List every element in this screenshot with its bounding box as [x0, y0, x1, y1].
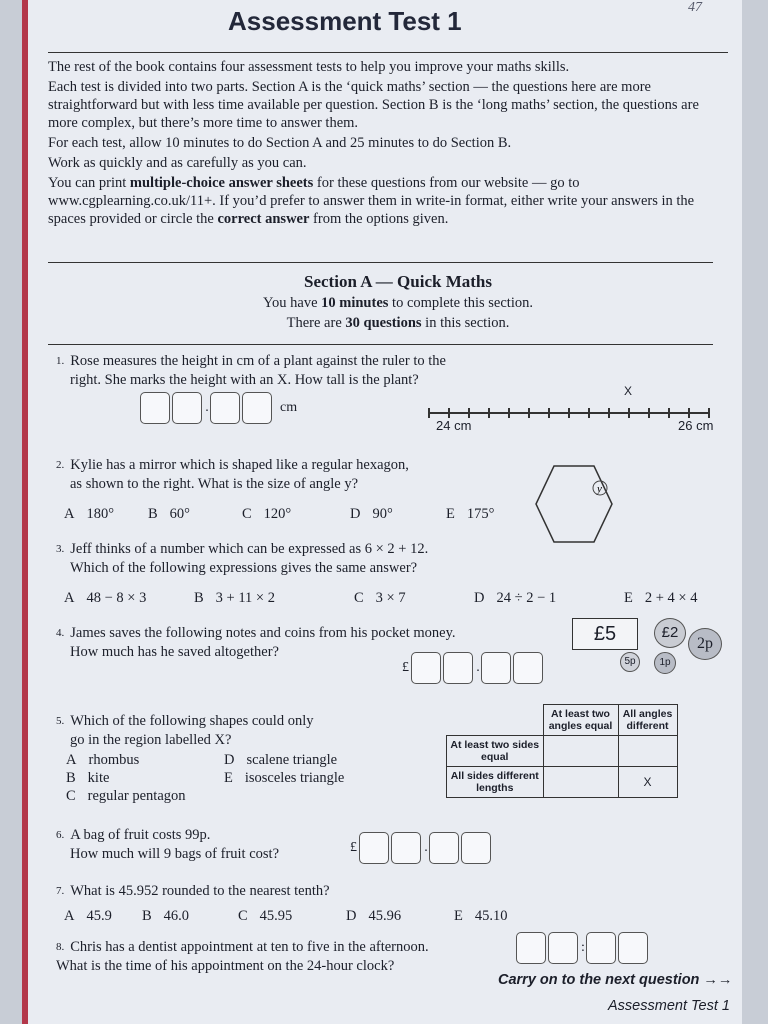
answer-box[interactable] [391, 832, 421, 864]
question-line: James saves the following notes and coins from his pocket money. [70, 625, 456, 641]
intro-text-part: for these questions from our website — go to www.cgplearning.co.uk/11+. If you’d prefer to answer them in write-in format, either write your answers in the spaces provided or circle the [48, 175, 695, 227]
option-value: 180° [86, 506, 115, 522]
option-a[interactable] [64, 908, 112, 925]
answer-box[interactable] [411, 652, 441, 684]
option-letter: C [66, 788, 76, 804]
section-time [188, 295, 608, 312]
question-line: Which of the following shapes could only [70, 713, 314, 729]
question-number: 2. [56, 459, 65, 471]
question-text [56, 352, 446, 371]
section-text: to complete this section. [388, 295, 533, 311]
option-letter: E [624, 590, 633, 606]
answer-box[interactable] [140, 392, 170, 424]
workbook-page [22, 0, 742, 1024]
ruler-tick [568, 408, 570, 418]
option-letter: A [64, 908, 75, 924]
answer-box[interactable] [516, 932, 546, 964]
question-6 [56, 826, 279, 864]
answer-box[interactable] [172, 392, 202, 424]
ruler-tick [588, 408, 590, 418]
section-count [188, 315, 608, 332]
answer-box[interactable] [429, 832, 459, 864]
question-number: 4. [56, 627, 65, 639]
option-e[interactable] [454, 908, 507, 925]
question-text [56, 731, 313, 750]
ruler-tick [708, 408, 710, 418]
ruler-label: 24 cm [436, 418, 472, 433]
decimal-point: . [205, 400, 209, 415]
intro-paragraph: The rest of the book contains four assessment tests to help you improve your maths skills. [48, 59, 570, 75]
option-value: kite [87, 770, 110, 786]
option-letter: A [66, 752, 77, 768]
question-text [56, 559, 428, 578]
answer-box[interactable] [618, 932, 648, 964]
option-value: 120° [263, 506, 292, 522]
option-letter: E [446, 506, 455, 522]
question-number: 6. [56, 829, 65, 841]
question-number: 8. [56, 941, 65, 953]
option-value: 24 ÷ 2 − 1 [496, 590, 557, 606]
intro-text-part: from the options given. [309, 211, 449, 227]
page-footer: Assessment Test 1 [608, 998, 730, 1014]
option-value: rhombus [88, 752, 140, 768]
option-value: isosceles triangle [244, 770, 345, 786]
table-cell [543, 736, 618, 767]
option-value: 45.9 [86, 908, 112, 924]
divider [48, 52, 728, 53]
hexagon-diagram [534, 462, 614, 546]
ruler-tick [668, 408, 670, 418]
option-c[interactable] [238, 908, 292, 925]
question-line: Jeff thinks of a number which can be expressed as 6 × 2 + 12. [70, 541, 429, 557]
question-line: Which of the following expressions gives the same answer? [70, 560, 418, 576]
question-text [56, 826, 279, 845]
decimal-point: . [424, 840, 428, 855]
intro-paragraph [48, 174, 708, 228]
intro-bold-part: multiple-choice answer sheets [129, 175, 314, 191]
option-letter: D [224, 752, 235, 768]
option-letter: C [354, 590, 364, 606]
answer-box[interactable] [481, 652, 511, 684]
question-text [56, 712, 313, 731]
question-line: What is 45.952 rounded to the nearest tenth? [70, 883, 330, 899]
page-number: 47 [688, 0, 702, 15]
ruler-tick [508, 408, 510, 418]
question-line: go in the region labelled X? [70, 732, 232, 748]
question-line: What is the time of his appointment on the 24-hour clock? [56, 958, 395, 974]
question-text [56, 624, 456, 643]
unit-label: cm [280, 400, 298, 415]
section-text: There are [286, 315, 346, 331]
angle-label: y [597, 483, 602, 495]
question-number: 5. [56, 715, 65, 727]
ruler-mark-x: X [624, 384, 633, 398]
option-value: 46.0 [163, 908, 190, 924]
option-e[interactable] [446, 506, 494, 523]
table-cell [543, 767, 618, 798]
q4-answer-boxes[interactable] [402, 652, 545, 684]
answer-box[interactable] [586, 932, 616, 964]
intro-paragraph: Each test is divided into two parts. Section A is the ‘quick maths’ section — the questions here are more straightforward but with less time available per question. Section B is the ‘long maths’ section, the questions are more complex, but there’s more time to answer them. [48, 79, 699, 131]
question-line: Chris has a dentist appointment at ten to five in the afternoon. [70, 939, 429, 955]
question-3 [56, 540, 428, 578]
option-letter: D [474, 590, 485, 606]
option-a[interactable] [66, 752, 139, 769]
option-e[interactable] [224, 770, 344, 787]
section-text: in this section. [421, 315, 510, 331]
option-b[interactable] [148, 506, 190, 523]
ruler-tick [488, 408, 490, 418]
option-c[interactable] [242, 506, 291, 523]
question-text [56, 957, 429, 976]
decimal-point: . [476, 660, 480, 675]
question-2 [56, 456, 409, 494]
option-value: regular pentagon [87, 788, 186, 804]
ruler-label: 26 cm [678, 418, 714, 433]
option-a[interactable] [64, 506, 114, 523]
option-letter: B [148, 506, 158, 522]
option-value: 3 × 7 [375, 590, 406, 606]
ruler-tick [688, 408, 690, 418]
ruler-tick [628, 408, 630, 418]
question-text [56, 456, 409, 475]
option-letter: E [224, 770, 233, 786]
option-d[interactable] [350, 506, 393, 523]
question-8 [56, 938, 429, 976]
option-d[interactable] [224, 752, 337, 769]
question-1 [56, 352, 446, 390]
option-b[interactable] [142, 908, 189, 925]
question-line: How much has he saved altogether? [70, 644, 279, 660]
column-header: At least two angles equal [543, 705, 618, 736]
option-letter: A [64, 506, 75, 522]
option-letter: B [66, 770, 76, 786]
section-title: Section A — Quick Maths [304, 272, 492, 291]
option-c[interactable] [66, 788, 186, 805]
ruler [428, 384, 728, 438]
option-letter: D [350, 506, 361, 522]
question-number: 7. [56, 885, 65, 897]
section-bold: 30 questions [345, 315, 422, 331]
carry-on-note: Carry on to the next question →→ [498, 972, 733, 988]
question-text [56, 540, 428, 559]
ruler-tick [648, 408, 650, 418]
option-value: 48 − 8 × 3 [86, 590, 147, 606]
question-line: Rose measures the height in cm of a plant against the ruler to the [70, 353, 446, 369]
answer-box[interactable] [242, 392, 272, 424]
five-pence-coin: 5p [620, 652, 640, 672]
row-header: At least two sides equal [447, 736, 544, 767]
option-value: 3 + 11 × 2 [215, 590, 275, 606]
option-b[interactable] [194, 590, 275, 607]
option-a[interactable] [64, 590, 146, 607]
option-value: 175° [466, 506, 495, 522]
option-letter: B [194, 590, 204, 606]
option-value: scalene triangle [246, 752, 338, 768]
intro-paragraph: For each test, allow 10 minutes to do Section A and 25 minutes to do Section B. [48, 135, 512, 151]
option-d[interactable] [346, 908, 401, 925]
section-text: You have [262, 295, 322, 311]
ruler-tick [608, 408, 610, 418]
question-text [56, 643, 456, 662]
answer-box[interactable] [461, 832, 491, 864]
question-5 [56, 712, 313, 750]
ruler-tick [528, 408, 530, 418]
option-value: 45.10 [474, 908, 508, 924]
option-letter: E [454, 908, 463, 924]
option-letter: A [64, 590, 75, 606]
region-x-cell: X [618, 767, 677, 798]
row-header: All sides different lengths [447, 767, 544, 798]
ruler-tick [468, 408, 470, 418]
q1-answer-boxes[interactable] [140, 392, 297, 424]
answer-box[interactable] [513, 652, 543, 684]
two-pound-coin: £2 [654, 618, 686, 648]
option-letter: D [346, 908, 357, 924]
option-letter: C [242, 506, 252, 522]
currency-prefix: £ [402, 660, 409, 675]
question-7 [56, 882, 330, 901]
option-d[interactable] [474, 590, 556, 607]
question-line: A bag of fruit costs 99p. [70, 827, 211, 843]
section-bold: 10 minutes [321, 295, 389, 311]
question-number: 1. [56, 355, 65, 367]
question-line: as shown to the right. What is the size of angle y? [70, 476, 359, 492]
option-value: 2 + 4 × 4 [644, 590, 698, 606]
page-title: Assessment Test 1 [228, 6, 462, 36]
five-pound-note: £5 [572, 618, 638, 650]
question-number: 3. [56, 543, 65, 555]
question-text [56, 938, 429, 957]
time-colon: : [581, 940, 585, 955]
option-value: 45.96 [368, 908, 402, 924]
intro-text-part: You can print [48, 175, 130, 191]
question-text [56, 475, 409, 494]
option-value: 60° [169, 506, 190, 522]
column-header: All angles different [618, 705, 677, 736]
option-letter: B [142, 908, 152, 924]
ruler-tick [428, 408, 430, 418]
option-value: 45.95 [259, 908, 293, 924]
option-value: 90° [372, 506, 393, 522]
answer-box[interactable] [359, 832, 389, 864]
option-letter: C [238, 908, 248, 924]
divider [48, 344, 713, 345]
question-line: right. She marks the height with an X. How tall is the plant? [70, 372, 419, 388]
two-pence-coin: 2p [688, 628, 722, 660]
answer-box[interactable] [443, 652, 473, 684]
question-line: How much will 9 bags of fruit cost? [70, 846, 280, 862]
intro-bold-part: correct answer [217, 211, 310, 227]
divider [48, 262, 713, 263]
question-4 [56, 624, 456, 662]
ruler-tick [448, 408, 450, 418]
intro-text [48, 58, 708, 230]
intro-paragraph: Work as quickly and as carefully as you can. [48, 155, 307, 171]
option-b[interactable] [66, 770, 109, 787]
question-line: Kylie has a mirror which is shaped like a regular hexagon, [70, 457, 409, 473]
table-corner [447, 705, 544, 736]
q6-answer-boxes[interactable] [350, 832, 493, 864]
section-header [188, 272, 608, 332]
currency-prefix: £ [350, 840, 357, 855]
option-c[interactable] [354, 590, 406, 607]
answer-box[interactable] [548, 932, 578, 964]
carroll-diagram [446, 704, 678, 798]
ruler-tick [548, 408, 550, 418]
one-penny-coin: 1p [654, 652, 676, 674]
q8-answer-boxes[interactable] [516, 932, 650, 964]
table-cell [618, 736, 677, 767]
option-e[interactable] [624, 590, 697, 607]
answer-box[interactable] [210, 392, 240, 424]
question-text [56, 845, 279, 864]
question-text [56, 371, 446, 390]
question-text [56, 882, 330, 901]
